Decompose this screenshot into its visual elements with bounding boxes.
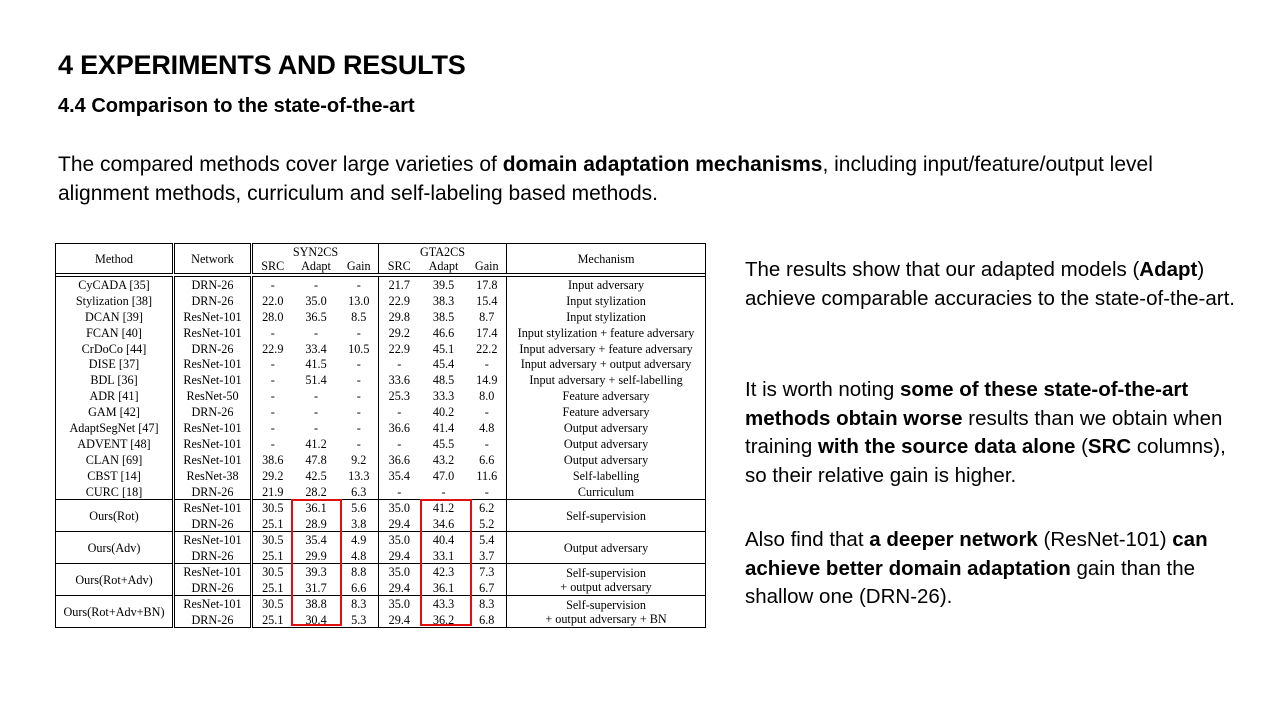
- table-cell: 41.4: [432, 420, 455, 435]
- table-cell: 36.5: [305, 309, 327, 324]
- table-cell: -: [252, 404, 293, 420]
- table-row: [56, 484, 706, 500]
- table-cell: 30.4: [305, 612, 327, 627]
- table-cell: 30.5: [252, 596, 293, 612]
- table-row-ours: [56, 532, 706, 548]
- noting-text-1: It is worth noting: [745, 378, 900, 401]
- table-cell: Input adversary + feature adversary: [507, 341, 706, 357]
- header-syn2cs: SYN2CS: [252, 244, 379, 260]
- table-cell: 4.8: [340, 548, 379, 564]
- table-cell: 47.0: [432, 468, 455, 483]
- table-cell: DISE [37]: [56, 356, 174, 372]
- table-cell: 21.9: [252, 484, 293, 500]
- table-cell: 38.8: [293, 596, 340, 612]
- table-cell: DRN-26: [174, 516, 252, 532]
- table-cell: -: [252, 436, 293, 452]
- table-cell: CLAN [69]: [56, 452, 174, 468]
- table-cell: 33.3: [432, 389, 455, 404]
- table-cell: Output adversary: [507, 436, 706, 452]
- intro-text: The compared methods cover large varieties of: [58, 153, 503, 176]
- table-cell: -: [379, 404, 420, 420]
- table-cell: 38.5: [432, 309, 455, 324]
- table-cell: 3.7: [468, 548, 507, 564]
- table-cell: -: [252, 277, 293, 293]
- table-cell: -: [252, 420, 293, 436]
- mechanism-line: Self-supervision: [566, 508, 646, 523]
- table-cell: DRN-26: [174, 484, 252, 500]
- table-cell: AdaptSegNet [47]: [56, 420, 174, 436]
- table-cell: -: [340, 404, 379, 420]
- intro-paragraph: [58, 151, 1238, 208]
- table-cell: 46.6: [432, 325, 455, 340]
- table-cell: ResNet-101: [174, 325, 252, 341]
- table-cell: 41.2: [305, 436, 327, 451]
- table-cell: CyCADA [35]: [56, 277, 174, 293]
- table-cell: 22.2: [468, 341, 507, 357]
- table-cell: 28.2: [305, 484, 327, 499]
- table-cell: 42.5: [305, 468, 327, 483]
- table-cell: -: [379, 436, 420, 452]
- intro-bold: domain adaptation mechanisms: [502, 153, 823, 176]
- header-syn-adapt: Adapt: [301, 259, 331, 273]
- table-cell: -: [441, 484, 446, 499]
- noting-text-4: columns), so their relative gain is higher.: [745, 435, 1226, 487]
- table-cell: 30.5: [252, 532, 293, 548]
- mechanism-line: + output adversary: [560, 579, 652, 594]
- table-cell: 33.1: [432, 548, 455, 563]
- header-gta-src: SRC: [379, 259, 420, 274]
- ours-method-cell: Ours(Rot): [56, 500, 174, 532]
- header-mechanism: Mechanism: [507, 244, 706, 274]
- slide-subtitle: 4.4 Comparison to the state-of-the-art: [58, 95, 415, 117]
- table-cell: DRN-26: [174, 341, 252, 357]
- table-cell: Input stylization + feature adversary: [507, 325, 706, 341]
- table-cell: ResNet-101: [174, 500, 252, 516]
- table-cell: 42.3: [420, 564, 468, 580]
- table-row: [56, 341, 706, 357]
- table-cell: -: [468, 404, 507, 420]
- mechanism-line: + output adversary + BN: [545, 611, 667, 626]
- table-row: [56, 372, 706, 388]
- table-cell: 39.5: [432, 277, 455, 292]
- results-bold: Adapt: [1139, 258, 1198, 281]
- table-cell: 51.4: [305, 373, 327, 388]
- table-cell: 31.7: [305, 580, 327, 595]
- mechanism-line: Self-supervision: [566, 565, 646, 580]
- table-cell: -: [340, 420, 379, 436]
- ours-method-cell: Ours(Adv): [56, 532, 174, 564]
- table-cell: 6.6: [468, 452, 507, 468]
- table-cell: 8.3: [340, 596, 379, 612]
- table-cell: ADR [41]: [56, 388, 174, 404]
- table-cell: 6.6: [340, 580, 379, 596]
- table-cell: Output adversary: [507, 452, 706, 468]
- table-cell: 17.8: [468, 277, 507, 293]
- table-cell: ResNet-101: [174, 452, 252, 468]
- table-cell: ResNet-101: [174, 356, 252, 372]
- table-cell: 9.2: [340, 452, 379, 468]
- results-paragraph: [745, 256, 1245, 313]
- table-cell: 25.1: [252, 548, 293, 564]
- table-cell: 40.4: [420, 532, 468, 548]
- table-cell: 5.2: [468, 516, 507, 532]
- ours-mechanism-cell: [507, 500, 706, 532]
- header-syn-gain: Gain: [340, 259, 379, 274]
- table-cell: 47.8: [305, 452, 327, 467]
- table-cell: 45.1: [432, 341, 455, 356]
- table-cell: -: [340, 372, 379, 388]
- table-cell: ResNet-101: [174, 532, 252, 548]
- table-row: [56, 404, 706, 420]
- table-cell: 22.0: [252, 293, 293, 309]
- table-cell: Curriculum: [507, 484, 706, 500]
- table-cell: 8.3: [468, 596, 507, 612]
- table-cell: 13.0: [340, 293, 379, 309]
- table-cell: -: [379, 484, 420, 500]
- table-cell: 38.3: [432, 293, 455, 308]
- table-cell: ResNet-101: [174, 372, 252, 388]
- deeper-network-paragraph: [745, 526, 1245, 612]
- table-cell: -: [340, 325, 379, 341]
- table-cell: 21.7: [379, 277, 420, 293]
- table-cell: 17.4: [468, 325, 507, 341]
- mechanism-line: Output adversary: [563, 540, 649, 555]
- table-cell: 8.8: [340, 564, 379, 580]
- table-cell: ResNet-50: [174, 388, 252, 404]
- header-gta-adapt: Adapt: [428, 259, 459, 273]
- table-cell: 33.6: [379, 372, 420, 388]
- table-cell: Stylization [38]: [56, 293, 174, 309]
- table-cell: ResNet-101: [174, 309, 252, 325]
- table-cell: 45.5: [432, 436, 455, 451]
- comparison-table-container: [55, 243, 705, 627]
- table-cell: 11.6: [468, 468, 507, 484]
- slide-title: 4 EXPERIMENTS AND RESULTS: [58, 50, 466, 80]
- table-cell: 5.3: [340, 612, 379, 628]
- table-row: [56, 325, 706, 341]
- table-cell: 28.0: [252, 309, 293, 325]
- ours-method-cell: Ours(Rot+Adv+BN): [56, 596, 174, 628]
- table-cell: 40.2: [432, 405, 455, 420]
- table-cell: Input adversary + output adversary: [507, 356, 706, 372]
- noting-paragraph: [745, 376, 1245, 490]
- noting-text-3: (: [1075, 435, 1088, 458]
- table-cell: GAM [42]: [56, 404, 174, 420]
- results-text: The results show that our adapted models (: [745, 258, 1140, 281]
- table-cell: 29.4: [379, 548, 420, 564]
- table-cell: -: [340, 277, 379, 293]
- table-cell: Feature adversary: [507, 388, 706, 404]
- table-cell: BDL [36]: [56, 372, 174, 388]
- table-cell: ADVENT [48]: [56, 436, 174, 452]
- noting-bold-3: SRC: [1087, 435, 1132, 458]
- table-cell: 36.6: [379, 452, 420, 468]
- table-cell: 35.0: [379, 500, 420, 516]
- table-row: [56, 452, 706, 468]
- table-cell: 41.2: [420, 500, 468, 516]
- ours-mechanism-cell: [507, 596, 706, 628]
- header-gta2cs: GTA2CS: [379, 244, 507, 260]
- table-cell: -: [340, 436, 379, 452]
- table-cell: 41.5: [305, 357, 327, 372]
- table-cell: ResNet-38: [174, 468, 252, 484]
- deeper-text-3: gain than the shallow one (DRN-26).: [745, 556, 1196, 608]
- table-cell: 43.3: [420, 596, 468, 612]
- table-row-ours: [56, 596, 706, 612]
- table-cell: 43.2: [432, 452, 455, 467]
- table-cell: 29.4: [379, 516, 420, 532]
- table-cell: 8.0: [468, 388, 507, 404]
- table-cell: -: [468, 436, 507, 452]
- header-syn-src: SRC: [252, 259, 293, 274]
- header-network: Network: [174, 244, 252, 274]
- table-cell: ResNet-101: [174, 564, 252, 580]
- table-cell: -: [379, 356, 420, 372]
- table-cell: 33.4: [305, 341, 327, 356]
- table-cell: 35.0: [379, 564, 420, 580]
- table-row: [56, 356, 706, 372]
- ours-mechanism-cell: [507, 564, 706, 596]
- table-cell: 29.9: [305, 548, 327, 563]
- table-cell: 28.9: [305, 516, 327, 531]
- table-cell: 30.5: [252, 564, 293, 580]
- table-cell: 8.7: [468, 309, 507, 325]
- table-cell: -: [313, 325, 319, 340]
- table-cell: -: [468, 356, 507, 372]
- table-row-ours: [56, 500, 706, 516]
- table-cell: ResNet-101: [174, 436, 252, 452]
- table-cell: 29.2: [252, 468, 293, 484]
- table-cell: -: [313, 420, 319, 435]
- table-cell: 15.4: [468, 293, 507, 309]
- table-cell: -: [252, 356, 293, 372]
- table-cell: -: [252, 325, 293, 341]
- table-row-ours: [56, 564, 706, 580]
- table-cell: DRN-26: [174, 404, 252, 420]
- table-cell: -: [340, 356, 379, 372]
- table-cell: 30.5: [252, 500, 293, 516]
- header-method: Method: [56, 244, 174, 274]
- table-cell: 25.1: [252, 516, 293, 532]
- table-cell: 36.2: [432, 612, 455, 627]
- table-cell: 36.1: [432, 580, 455, 595]
- table-cell: 14.9: [468, 372, 507, 388]
- table-row: [56, 468, 706, 484]
- table-cell: 48.5: [432, 373, 455, 388]
- table-cell: Input adversary + self-labelling: [507, 372, 706, 388]
- table-cell: -: [313, 405, 319, 420]
- table-cell: 13.3: [340, 468, 379, 484]
- table-cell: 35.4: [379, 468, 420, 484]
- table-cell: Input adversary: [507, 277, 706, 293]
- comparison-table: [55, 243, 706, 628]
- table-cell: 4.8: [468, 420, 507, 436]
- ours-mechanism-cell: [507, 532, 706, 564]
- table-row: [56, 293, 706, 309]
- table-cell: 25.1: [252, 612, 293, 628]
- table-cell: 6.2: [468, 500, 507, 516]
- table-row: [56, 436, 706, 452]
- mechanism-line: Self-supervision: [566, 597, 646, 612]
- table-cell: 39.3: [293, 564, 340, 580]
- table-cell: 36.6: [379, 420, 420, 436]
- table-cell: -: [252, 372, 293, 388]
- noting-bold-1: some of these state-of-the-art methods obtain worse: [745, 378, 1189, 430]
- table-cell: DCAN [39]: [56, 309, 174, 325]
- table-cell: 38.6: [252, 452, 293, 468]
- table-cell: 36.1: [293, 500, 340, 516]
- table-cell: CURC [18]: [56, 484, 174, 500]
- noting-bold-2: with the source data alone: [817, 435, 1076, 458]
- table-cell: 7.3: [468, 564, 507, 580]
- header-gta-gain: Gain: [468, 259, 507, 274]
- table-cell: 29.4: [379, 580, 420, 596]
- results-text-end: ) achieve comparable accuracies to the state-of-the-art.: [745, 258, 1235, 310]
- table-cell: Self-labelling: [507, 468, 706, 484]
- table-cell: DRN-26: [174, 277, 252, 293]
- table-cell: 10.5: [340, 341, 379, 357]
- table-cell: 22.9: [252, 341, 293, 357]
- table-cell: 29.4: [379, 612, 420, 628]
- table-cell: ResNet-101: [174, 596, 252, 612]
- table-cell: 3.8: [340, 516, 379, 532]
- table-row: [56, 388, 706, 404]
- table-cell: 22.9: [379, 341, 420, 357]
- table-cell: ResNet-101: [174, 420, 252, 436]
- table-cell: 8.5: [340, 309, 379, 325]
- table-cell: 25.1: [252, 580, 293, 596]
- table-cell: 4.9: [340, 532, 379, 548]
- table-cell: DRN-26: [174, 580, 252, 596]
- table-cell: 22.9: [379, 293, 420, 309]
- table-cell: -: [340, 388, 379, 404]
- table-cell: 35.0: [305, 293, 327, 308]
- table-cell: Input stylization: [507, 309, 706, 325]
- intro-text-end: , including input/feature/output level alignment methods, curriculum and self-labeling based methods.: [58, 153, 1153, 205]
- table-cell: 5.4: [468, 532, 507, 548]
- table-cell: -: [468, 484, 507, 500]
- deeper-bold-1: a deeper network: [869, 528, 1038, 551]
- table-cell: DRN-26: [174, 612, 252, 628]
- deeper-bold-2: can achieve better domain adaptation: [745, 528, 1208, 580]
- deeper-text-1: Also find that: [745, 528, 870, 551]
- table-cell: 6.7: [468, 580, 507, 596]
- table-cell: DRN-26: [174, 293, 252, 309]
- table-cell: -: [313, 277, 319, 292]
- table-cell: 35.4: [293, 532, 340, 548]
- table-cell: 45.4: [432, 357, 455, 372]
- table-cell: 35.0: [379, 532, 420, 548]
- table-cell: Output adversary: [507, 420, 706, 436]
- table-cell: 29.2: [379, 325, 420, 341]
- table-cell: 6.3: [340, 484, 379, 500]
- table-cell: -: [313, 389, 319, 404]
- table-cell: 5.6: [340, 500, 379, 516]
- table-cell: 25.3: [379, 388, 420, 404]
- table-row: [56, 420, 706, 436]
- table-cell: 6.8: [468, 612, 507, 628]
- deeper-text-2: (ResNet-101): [1037, 528, 1173, 551]
- table-row: [56, 309, 706, 325]
- table-cell: DRN-26: [174, 548, 252, 564]
- table-cell: 35.0: [379, 596, 420, 612]
- table-cell: -: [252, 388, 293, 404]
- table-row: [56, 277, 706, 293]
- ours-method-cell: Ours(Rot+Adv): [56, 564, 174, 596]
- table-cell: FCAN [40]: [56, 325, 174, 341]
- table-cell: 29.8: [379, 309, 420, 325]
- table-cell: CBST [14]: [56, 468, 174, 484]
- table-cell: CrDoCo [44]: [56, 341, 174, 357]
- noting-text-2: results than we obtain when training: [745, 406, 1223, 458]
- table-cell: 34.6: [432, 516, 455, 531]
- table-cell: Feature adversary: [507, 404, 706, 420]
- table-cell: Input stylization: [507, 293, 706, 309]
